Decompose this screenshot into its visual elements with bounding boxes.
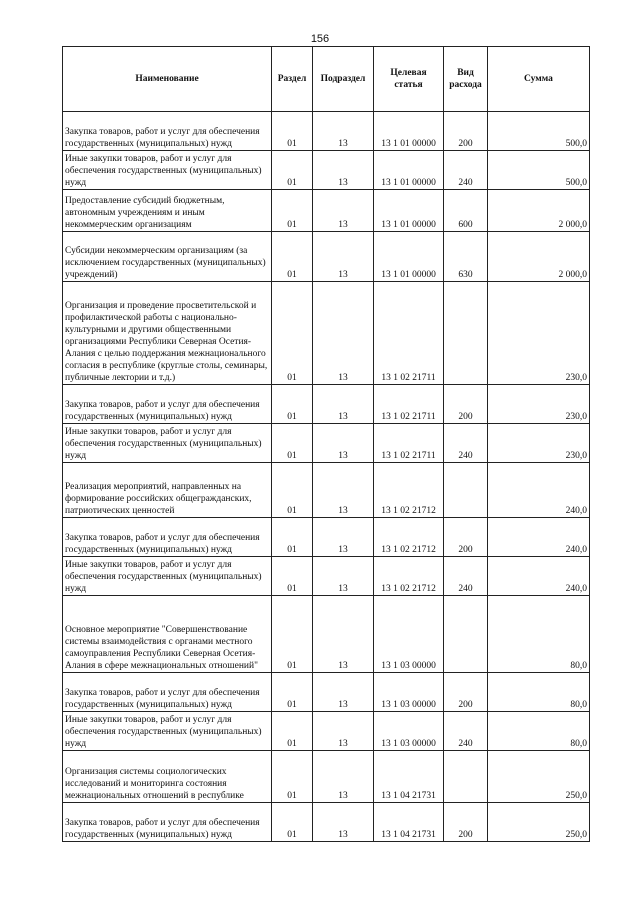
row-amount: 230,0: [488, 282, 590, 385]
row-type: [444, 463, 488, 518]
row-amount: 2 000,0: [488, 190, 590, 232]
row-article: 13 1 03 00000: [374, 712, 444, 751]
row-article: 13 1 03 00000: [374, 673, 444, 712]
row-article: 13 1 04 21731: [374, 803, 444, 842]
row-subsection: 13: [313, 151, 374, 190]
row-amount: 500,0: [488, 112, 590, 151]
table-row: [63, 803, 590, 842]
row-name: Предоставление субсидий бюджетным, автономным учреждениям и иным некоммерческим организациям: [63, 190, 272, 232]
table-row: [63, 232, 590, 282]
budget-table: [62, 46, 590, 842]
row-section: 01: [272, 673, 313, 712]
row-amount: 500,0: [488, 151, 590, 190]
col-header-amount: Сумма: [488, 47, 590, 112]
col-header-section: Раздел: [272, 47, 313, 112]
row-subsection: 13: [313, 232, 374, 282]
row-article: 13 1 01 00000: [374, 151, 444, 190]
row-name: Закупка товаров, работ и услуг для обеспечения государственных (муниципальных) нужд: [63, 518, 272, 557]
row-amount: 250,0: [488, 803, 590, 842]
row-name: Закупка товаров, работ и услуг для обеспечения государственных (муниципальных) нужд: [63, 112, 272, 151]
row-article: 13 1 04 21731: [374, 751, 444, 803]
row-article: 13 1 02 21712: [374, 557, 444, 596]
table-row: [63, 596, 590, 673]
row-article: 13 1 01 00000: [374, 190, 444, 232]
table-row: [63, 282, 590, 385]
row-article: 13 1 02 21711: [374, 282, 444, 385]
row-section: 01: [272, 803, 313, 842]
row-subsection: 13: [313, 385, 374, 424]
row-subsection: 13: [313, 518, 374, 557]
row-section: 01: [272, 190, 313, 232]
row-article: 13 1 01 00000: [374, 232, 444, 282]
row-section: 01: [272, 232, 313, 282]
row-type: [444, 751, 488, 803]
table-row: [63, 712, 590, 751]
row-type: [444, 282, 488, 385]
row-type: 200: [444, 385, 488, 424]
page-number: 156: [310, 33, 330, 45]
row-name: Организация системы социологических исследований и мониторинга состояния межнациональных отношений в республике: [63, 751, 272, 803]
row-article: 13 1 02 21711: [374, 424, 444, 463]
row-section: 01: [272, 424, 313, 463]
row-name: Закупка товаров, работ и услуг для обеспечения государственных (муниципальных) нужд: [63, 803, 272, 842]
row-name: Иные закупки товаров, работ и услуг для обеспечения государственных (муниципальных) нужд: [63, 557, 272, 596]
table-row: [63, 190, 590, 232]
row-subsection: 13: [313, 557, 374, 596]
row-type: 200: [444, 518, 488, 557]
row-amount: 230,0: [488, 385, 590, 424]
row-subsection: 13: [313, 463, 374, 518]
table-row: [63, 424, 590, 463]
row-name: Реализация мероприятий, направленных на формирование российских общегражданских, патриотических ценностей: [63, 463, 272, 518]
row-type: 240: [444, 151, 488, 190]
table-row: [63, 385, 590, 424]
row-type: 200: [444, 803, 488, 842]
row-section: 01: [272, 151, 313, 190]
table-row: [63, 673, 590, 712]
row-type: 200: [444, 673, 488, 712]
table-row: [63, 557, 590, 596]
row-article: 13 1 03 00000: [374, 596, 444, 673]
row-amount: 250,0: [488, 751, 590, 803]
row-amount: 80,0: [488, 596, 590, 673]
row-type: 240: [444, 712, 488, 751]
row-amount: 240,0: [488, 518, 590, 557]
row-article: 13 1 02 21711: [374, 385, 444, 424]
row-section: 01: [272, 712, 313, 751]
row-subsection: 13: [313, 190, 374, 232]
row-amount: 80,0: [488, 712, 590, 751]
col-header-expense-type: Вид расхода: [444, 47, 488, 112]
row-name: Иные закупки товаров, работ и услуг для обеспечения государственных (муниципальных) нужд: [63, 712, 272, 751]
row-type: 240: [444, 424, 488, 463]
row-subsection: 13: [313, 424, 374, 463]
row-article: 13 1 02 21712: [374, 518, 444, 557]
row-section: 01: [272, 518, 313, 557]
row-name: Субсидии некоммерческим организациям (за исключением государственных (муниципальных) учреждений): [63, 232, 272, 282]
row-type: 600: [444, 190, 488, 232]
row-amount: 2 000,0: [488, 232, 590, 282]
col-header-name: Наименование: [63, 47, 272, 112]
row-article: 13 1 01 00000: [374, 112, 444, 151]
row-name: Закупка товаров, работ и услуг для обеспечения государственных (муниципальных) нужд: [63, 385, 272, 424]
col-header-target-article: Целевая статья: [374, 47, 444, 112]
row-subsection: 13: [313, 112, 374, 151]
row-name: Организация и проведение просветительской и профилактической работы с национально-культурными и другими общественными организациями Республики Северная Осетия-Алания с целью поддержания межнационального согласия в республике (круглые столы, семинары, публичные лектории и т.д.): [63, 282, 272, 385]
row-type: 630: [444, 232, 488, 282]
row-subsection: 13: [313, 803, 374, 842]
row-section: 01: [272, 282, 313, 385]
row-amount: 80,0: [488, 673, 590, 712]
row-section: 01: [272, 463, 313, 518]
table-row: [63, 751, 590, 803]
row-article: 13 1 02 21712: [374, 463, 444, 518]
row-section: 01: [272, 385, 313, 424]
row-section: 01: [272, 112, 313, 151]
row-subsection: 13: [313, 673, 374, 712]
row-name: Иные закупки товаров, работ и услуг для обеспечения государственных (муниципальных) нужд: [63, 424, 272, 463]
row-type: 240: [444, 557, 488, 596]
row-type: [444, 596, 488, 673]
row-name: Основное мероприятие "Совершенствование системы взаимодействия с органами местного самоуправления Республики Северная Осетия-Алания в сфере межнациональных отношений": [63, 596, 272, 673]
table-header-row: [63, 47, 590, 112]
row-name: Иные закупки товаров, работ и услуг для обеспечения государственных (муниципальных) нужд: [63, 151, 272, 190]
row-amount: 240,0: [488, 463, 590, 518]
row-subsection: 13: [313, 596, 374, 673]
table-row: [63, 463, 590, 518]
row-subsection: 13: [313, 751, 374, 803]
row-section: 01: [272, 596, 313, 673]
row-subsection: 13: [313, 712, 374, 751]
row-subsection: 13: [313, 282, 374, 385]
row-name: Закупка товаров, работ и услуг для обеспечения государственных (муниципальных) нужд: [63, 673, 272, 712]
table-row: [63, 151, 590, 190]
row-section: 01: [272, 751, 313, 803]
table-row: [63, 518, 590, 557]
row-amount: 230,0: [488, 424, 590, 463]
table-row: [63, 112, 590, 151]
col-header-subsection: Подраздел: [313, 47, 374, 112]
row-section: 01: [272, 557, 313, 596]
row-amount: 240,0: [488, 557, 590, 596]
row-type: 200: [444, 112, 488, 151]
